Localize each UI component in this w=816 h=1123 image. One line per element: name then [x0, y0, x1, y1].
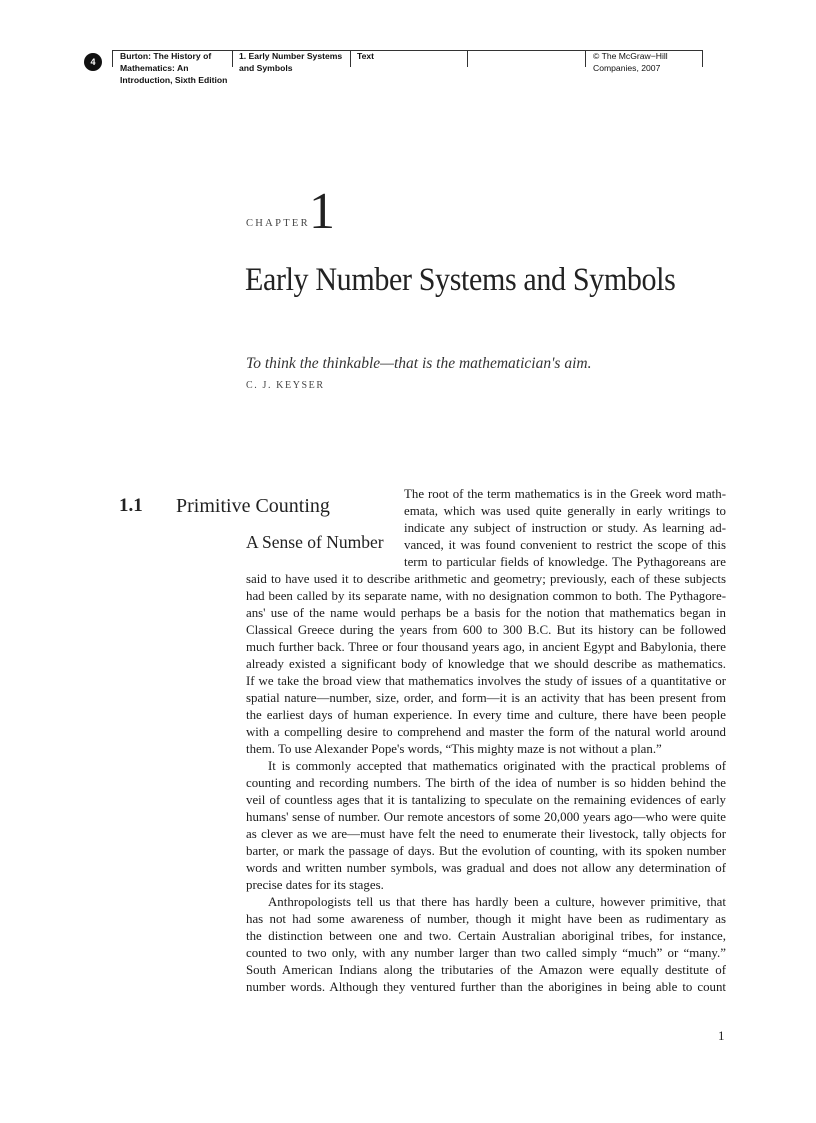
body-line: ans' use of the name would perhaps be a basis for the notion that mathematics began in — [246, 606, 726, 620]
header-divider — [585, 50, 586, 67]
header-divider — [350, 50, 351, 67]
header-copyright-line: Companies, 2007 — [593, 63, 661, 73]
epigraph-quote: To think the thinkable—that is the mathematician's aim. — [246, 355, 592, 372]
header-book-line: Mathematics: An — [120, 63, 189, 73]
body-line: It is commonly accepted that mathematics originated with the practical problems of — [268, 759, 726, 773]
header-book-line: Introduction, Sixth Edition — [120, 75, 228, 85]
body-line: Anthropologists tell us that there has hardly been a culture, however primitive, that — [268, 895, 726, 909]
body-line: had been called by its separate name, with no designation common to both. The Pythagore- — [246, 589, 726, 603]
chapter-number: 1 — [309, 183, 335, 240]
body-line: counted to two only, with any number larger than two called simply “much” or “many.” — [246, 946, 726, 960]
body-line: South American Indians along the tributaries of the Amazon were equally destitute of — [246, 963, 726, 977]
header-book-line: Burton: The History of — [120, 51, 212, 61]
body-line: precise dates for its stages. — [246, 878, 384, 892]
chapter-title: Early Number Systems and Symbols — [245, 262, 676, 298]
header-section — [357, 50, 374, 62]
body-line: with a compelling desire to comprehend and master the form of the natural world around — [246, 725, 726, 739]
body-line: veil of countless ages that it is tantalizing to speculate on the remaining evidences of early — [246, 793, 726, 807]
body-line: emata, which was used quite generally in early writings to — [404, 504, 726, 518]
body-line: the earliest days of human experience. In every time and culture, there have been people — [246, 708, 726, 722]
header-divider — [467, 50, 468, 67]
header-copyright — [593, 50, 668, 74]
body-line: already existed a significant body of knowledge that we should describe as mathematics. — [246, 657, 726, 671]
header-book-title — [120, 50, 227, 86]
body-line: vanced, it was found convenient to restrict the scope of this — [404, 538, 726, 552]
header-divider — [232, 50, 233, 67]
body-line: the distinction between one and two. Certain Australian aboriginal tribes, for instance, — [246, 929, 726, 943]
body-line: words and written number symbols, was gradual and does not allow any determination of — [246, 861, 726, 875]
body-line: barter, or mark the passage of days. But the evolution of counting, with its spoken number — [246, 844, 726, 858]
body-line: number words. Although they ventured further than the aborigines in being able to count — [246, 980, 726, 994]
header-chapter-line: 1. Early Number Systems — [239, 51, 343, 61]
epigraph-author: C. J. KEYSER — [246, 380, 325, 391]
header-chapter — [239, 50, 342, 74]
body-line: said to have used it to describe arithmetic and geometry; previously, each of these subjects — [246, 572, 726, 586]
body-line: indicate any subject of instruction or study. As learning ad- — [404, 521, 726, 535]
body-line: them. To use Alexander Pope's words, “This mighty maze is not without a plan.” — [246, 742, 662, 756]
page-badge: 4 — [84, 53, 102, 71]
body-line: Classical Greece during the years from 600 to 300 B.C. But its history can be followed — [246, 623, 726, 637]
body-line: counting and recording numbers. The birth of the idea of number is so hidden behind the — [246, 776, 726, 790]
body-line: The root of the term mathematics is in the Greek word math- — [404, 487, 726, 501]
body-line: much further back. Three or four thousand years ago, in ancient Egypt and Babylonia, there — [246, 640, 726, 654]
chapter-label: CHAPTER — [246, 218, 310, 229]
header-copyright-line: © The McGraw−Hill — [593, 51, 668, 61]
section-title: Primitive Counting — [176, 495, 330, 517]
page-number: 1 — [718, 1028, 725, 1043]
body-line: as clever as we are—must have felt the need to enumerate their livestock, tally objects for — [246, 827, 726, 841]
header-section-label: Text — [357, 51, 375, 61]
section-number: 1.1 — [119, 495, 143, 516]
body-line: has not had some awareness of number, though it might have been as rudimentary as — [246, 912, 726, 926]
header-divider — [112, 50, 113, 67]
body-line: If we take the broad view that mathematics involves the study of issues of a quantitative or — [246, 674, 726, 688]
subsection-title: A Sense of Number — [246, 532, 384, 552]
header-divider — [702, 50, 703, 67]
header-chapter-line: and Symbols — [239, 63, 293, 73]
body-line: term to particular fields of knowledge. The Pythagoreans are — [404, 555, 726, 569]
body-line: spatial nature—number, size, order, and form—it is an activity that has been present from — [246, 691, 726, 705]
body-line: humans' sense of number. Our remote ancestors of some 20,000 years ago—who were quite — [246, 810, 726, 824]
